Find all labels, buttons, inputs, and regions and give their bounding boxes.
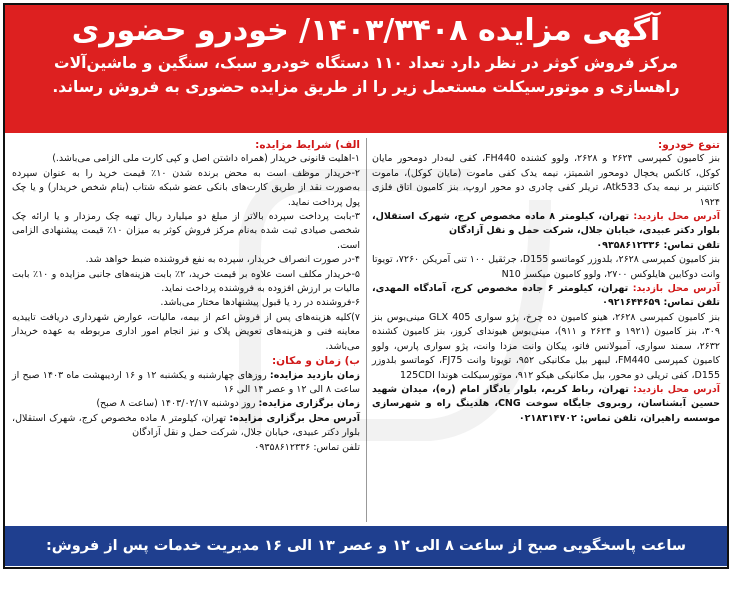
visit-address-text: تهران، رباط کریم، بلوار یادگار امام (ره)، میدان شهید حسین آبشناسان، روبروی جایگاه سوخت CNG، هلدینگ راه و شهرسازی موسسه راهیران، تلفن تماس: ۰۲۱۸۳۱۴۷۰۲ — [372, 383, 720, 424]
auction-time-text: روز دوشنبه ۱۴۰۳/۰۲/۱۷ (ساعت ۸ صبح) — [96, 398, 259, 410]
condition-item: ۱-اهلیت قانونی خریدار (همراه داشتن اصل و کپی کارت ملی الزامی می‌باشد.) — [52, 153, 360, 165]
ad-title: آگهی مزایده ۱۴۰۳/۳۴۰۸/ خودرو حضوری — [71, 13, 661, 48]
vehicle-group-1: بنز کامیون کمپرسی ۲۶۲۴ و ۲۶۲۸، ولوو کشنده FH440، کفی لبه‌دار دومحور مایان کوکل، کانکس یخچال دومحور اشمیتز، نیمه یدک کفی ماموت (مایان کوکل)، ماموت کانتینر بر نیمه یدک Atk533، تریلر کفی چادری دو محور اروپ، بنز کامیون اتاق فلزی ۱۹۲۴ — [372, 153, 720, 208]
condition-item: ۶-فروشنده در رد یا قبول پیشنهادها مختار می‌باشد. — [160, 297, 360, 309]
visit-address-text: تهران، کیلومتر ۶ جاده مخصوص کرج، آمادگاه المهدی، تلفن تماس: ۰۹۲۱۶۴۴۶۵۹ — [372, 283, 720, 309]
condition-item: ۴-در صورت انصراف خریدار، سپرده به نفع فروشنده ضبط خواهد شد. — [85, 254, 360, 266]
visit-address-1 — [372, 210, 720, 239]
visit-time — [12, 369, 360, 398]
vehicle-variety-title: تنوع خودرو: — [658, 139, 720, 151]
visit-time-text: روزهای چهارشنبه و یکشنبه ۱۲ و ۱۶ اردیبهشت ماه ۱۴۰۳ صبح از ساعت ۸ الی ۱۲ و عصر ۱۴ الی ۱۶ — [12, 369, 360, 395]
vehicle-group-2: بنز کامیون کمپرسی ۲۶۲۸، بلدوزر کوماتسو D155، جرثقیل ۱۰۰ تنی آمریکن ۷۲۶۰، تویوتا وانت دوکابین هایلوکس ۲۷۰۰، ولوو کامیون میکسر N10 — [372, 254, 720, 280]
auction-place — [12, 412, 360, 441]
vehicle-group-3: بنز کامیون کمپرسی ۲۶۲۸، هینو کامیون ده چرخ، پژو سواری GLX 405 مینی‌بوس بنز ۳۰۹، بنز کامیون (۱۹۲۱ و ۲۶۲۴ و ۹۱۱)، مینی‌بوس هیوندای کروز، بنز کامیون کشنده ۲۶۳۲، سمند سواری، آمبولانس فاتو، پیکان وانت مزدا وانت، پژو سواری پارس، ولوو کامیون کمپرسی FM440، لیبهر بیل مکانیکی ۹۵۲، تویوتا وانت FJ75، کوماتسو بلدوزر D155، کفی تریلی دو محور، بیل مکانیکی هیکو ۹۱۲، موتورسیکلت هوندا 125CDI — [372, 311, 720, 381]
visit-address-text: تهران، کیلومتر ۸ ماده مخصوص کرج، شهرک استقلال، بلوار دکتر عبیدی، خیابان جلال، شرکت حمل و نقل آزادگان — [372, 211, 720, 237]
ad-footer: ساعت پاسخگویی صبح از ساعت ۸ الی ۱۲ و عصر ۱۳ الی ۱۶ مدیریت خدمات پس از فروش: ۷-۰۲۱-۴۴۵۴۹۱۱۶ — [5, 526, 727, 566]
condition-item: ۲-خریدار موظف است به محض برنده شدن ۱۰٪ قیمت خرید را به عنوان سپرده به‌صورت نقد از طریق کارت‌های بانکی عضو شبکه شتاب (بنام شخص خریدار) و یا چک پول پرداخت نماید. — [12, 167, 360, 208]
ad-subtitle: مرکز فروش کوثر در نظر دارد تعداد ۱۱۰ دستگاه خودرو سبک، سنگین و ماشین‌آلات راهسازی و موتورسیکلت مستعمل زیر را از طریق مزایده حضوری به فروش رساند. — [52, 54, 680, 96]
auction-place-label: آدرس محل برگزاری مزایده: — [229, 412, 360, 424]
visit-phone-1: تلفن تماس: ۰۹۳۵۸۶۱۲۳۳۶ — [596, 239, 720, 251]
ad-body — [8, 138, 724, 522]
auction-place-text: تهران، کیلومتر ۸ ماده مخصوص کرج، شهرک استقلال، بلوار دکتر عبیدی، خیابان جلال، شرکت حمل و نقل آزادگان — [12, 412, 360, 439]
condition-item: ۳-بابت پرداخت سپرده بالاتر از مبلغ دو میلیارد ریال تهیه چک رمزدار و یا ارائه چک شخصی صیادی ثبت شده به‌نام مرکز فروش کوثر به میزان ۱۰٪ قیمت پیشنهادی الزامی است. — [12, 211, 360, 251]
condition-item: ۵-خریدار مکلف است علاوه بر قیمت خرید، ۲٪ بابت هزینه‌های جانبی مزایده و ۱۰٪ بابت مالیات بر ارزش افزوده به فروشنده پرداخت نماید. — [12, 268, 361, 295]
conditions-column — [12, 138, 360, 522]
visit-address-2 — [372, 282, 720, 311]
visit-address-label: آدرس محل بازدید: — [633, 383, 720, 395]
visit-address-3 — [372, 383, 720, 426]
time-place-title: ب) زمان و مکان: — [271, 355, 360, 368]
auction-phone: تلفن تماس: ۰۹۳۵۸۶۱۲۳۳۶ — [254, 441, 360, 453]
conditions-title: الف) شرایط مزایده: — [255, 139, 360, 151]
auction-time-label: زمان برگزاری مزایده: — [258, 398, 360, 410]
ad-header — [5, 5, 727, 133]
vehicle-list-column — [372, 138, 720, 522]
auction-time — [12, 397, 360, 411]
visit-time-label: زمان بازدید مزایده: — [269, 369, 360, 381]
condition-item: ۷)کلیه هزینه‌های پس از فروش اعم از بیمه، مالیات، عوارض شهرداری دریافت تاییدیه معاینه فنی و هزینه‌های تعویض پلاک و نیز انجام امور اداری مربوطه به عهده خریدار می‌باشد. — [12, 311, 360, 352]
visit-address-label: آدرس محل بازدید: — [632, 283, 720, 295]
column-divider — [366, 138, 367, 522]
visit-address-label: آدرس محل بازدید: — [633, 211, 720, 223]
